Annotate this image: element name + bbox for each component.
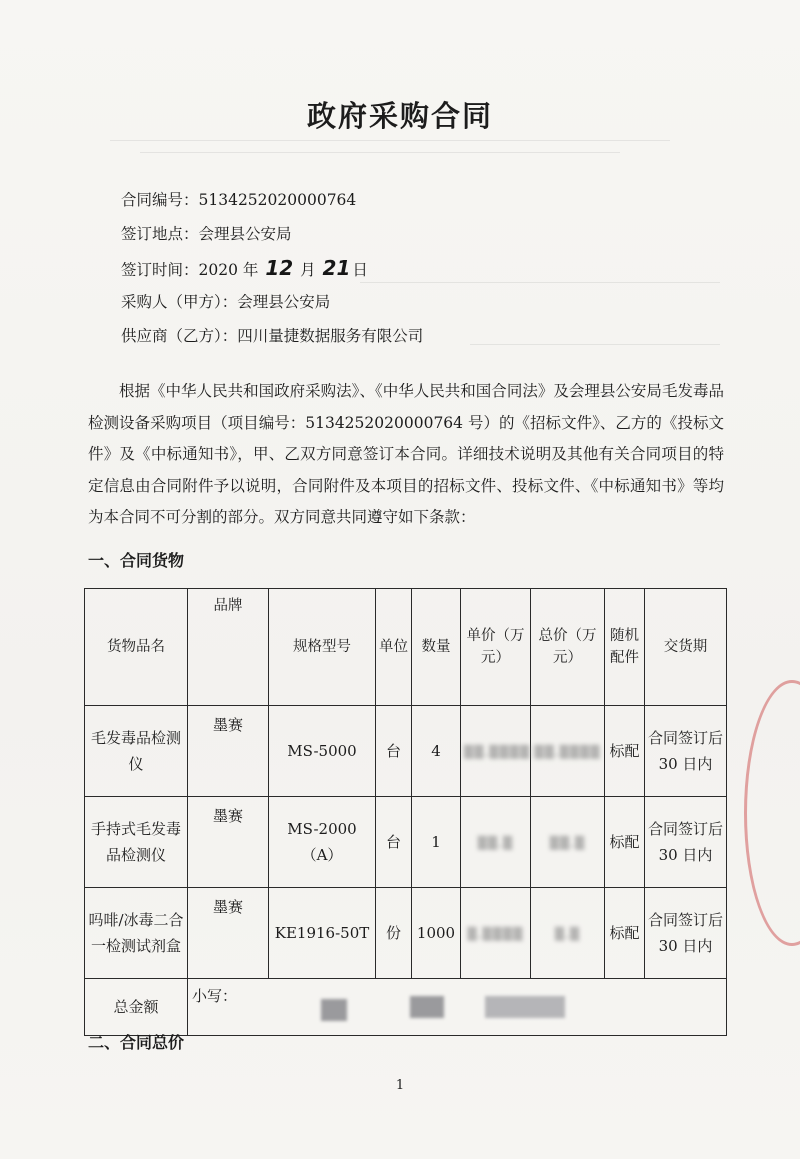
cell-unit-price-redacted: ▒▒.▒▒▒▒ (461, 706, 531, 797)
sign-day: 21 (322, 256, 351, 280)
scan-artifact (110, 140, 670, 141)
table-row (85, 706, 727, 797)
cell-delivery: 合同签订后 30 日内 (645, 888, 727, 979)
page-number: 1 (395, 1078, 405, 1093)
cell-unit-price-redacted: ▒▒.▒ (461, 797, 531, 888)
table-row (85, 888, 727, 979)
cell-accessories: 标配 (605, 706, 645, 797)
cell-model: MS-5000 (269, 706, 376, 797)
redacted-amount (485, 996, 565, 1018)
cell-total-price-redacted: ▒▒.▒ (531, 797, 605, 888)
buyer-line: 采购人（甲方）：会理县公安局 (121, 293, 331, 311)
header-delivery: 交货期 (645, 589, 727, 706)
cell-brand: 墨赛 (188, 706, 269, 797)
document-title: 政府采购合同 (306, 99, 493, 133)
cell-qty: 1 (412, 797, 461, 888)
sign-day-suffix: 日 (352, 261, 368, 279)
contract-number: 合同编号：5134252020000764 (121, 191, 357, 209)
cell-unit: 台 (376, 797, 412, 888)
redacted-amount (410, 996, 444, 1018)
redacted-amount (321, 999, 347, 1021)
cell-model: MS-2000（A） (269, 797, 376, 888)
sign-month: 12 (265, 256, 294, 280)
header-qty: 数量 (412, 589, 461, 706)
section-goods-heading: 一、合同货物 (88, 551, 185, 570)
cell-name: 吗啡/冰毒二合一检测试剂盒 (85, 888, 188, 979)
table-row (85, 797, 727, 888)
header-total-price: 总价（万元） (531, 589, 605, 706)
cell-unit: 台 (376, 706, 412, 797)
section-price-heading: 二、合同总价 (88, 1033, 185, 1052)
cell-total-price-redacted: ▒▒.▒▒▒▒ (531, 706, 605, 797)
table-header-row (85, 589, 727, 706)
scan-artifact (360, 282, 720, 283)
supplier-line: 供应商（乙方）：四川量捷数据服务有限公司 (121, 327, 424, 345)
sign-month-suffix: 月 (300, 261, 316, 279)
header-model: 规格型号 (269, 589, 376, 706)
cell-accessories: 标配 (605, 797, 645, 888)
total-small-label: 小写： (192, 987, 238, 1005)
sign-time-prefix: 签订时间：2020 年 (121, 261, 259, 279)
sign-time (121, 258, 368, 280)
intro-paragraph: 根据《中华人民共和国政府采购法》、《中华人民共和国合同法》及会理县公安局毛发毒品检测设备采购项目（项目编号：5134252020000764 号）的《招标文件》、乙方的《投标文件》及《中标通知书》，甲、乙双方同意签订本合同。详细技术说明及其他有关合同项目的特定信息由合同附件予以说明，合同附件及本项目的招标文件、投标文件、《中标通知书》等均为本合同不可分割的部分。双方同意共同遵守如下条款： (88, 382, 724, 526)
sign-place: 签订地点：会理县公安局 (121, 225, 292, 243)
goods-table (84, 588, 727, 1036)
cell-accessories: 标配 (605, 888, 645, 979)
seal-stamp (744, 680, 800, 946)
cell-unit-price-redacted: ▒.▒▒▒▒ (461, 888, 531, 979)
total-row (85, 979, 727, 1036)
cell-qty: 4 (412, 706, 461, 797)
cell-total-price-redacted: ▒.▒ (531, 888, 605, 979)
header-brand: 品牌 (188, 589, 269, 706)
cell-model: KE1916-50T (269, 888, 376, 979)
scan-artifact (470, 344, 720, 345)
header-accessories: 随机配件 (605, 589, 645, 706)
cell-delivery: 合同签订后 30 日内 (645, 706, 727, 797)
header-unit-price: 单价（万元） (461, 589, 531, 706)
cell-brand: 墨赛 (188, 797, 269, 888)
total-label: 总金额 (85, 979, 188, 1036)
cell-name: 手持式毛发毒品检测仪 (85, 797, 188, 888)
total-amount-cell (188, 979, 727, 1036)
cell-brand: 墨赛 (188, 888, 269, 979)
cell-name: 毛发毒品检测仪 (85, 706, 188, 797)
header-name: 货物品名 (85, 589, 188, 706)
cell-unit: 份 (376, 888, 412, 979)
cell-qty: 1000 (412, 888, 461, 979)
cell-delivery: 合同签订后 30 日内 (645, 797, 727, 888)
scan-artifact (140, 152, 620, 153)
header-unit: 单位 (376, 589, 412, 706)
